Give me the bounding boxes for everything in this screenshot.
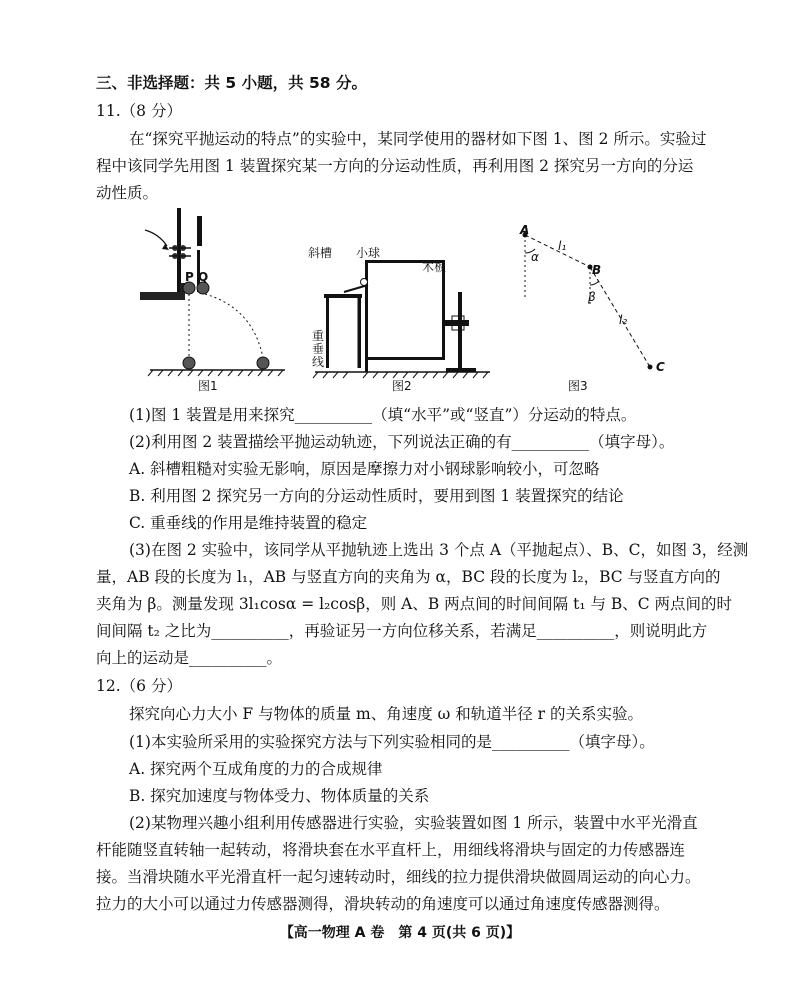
fig3-label-a: A bbox=[520, 223, 530, 237]
q12-part2-line: (2)某物理兴趣小组利用传感器进行实验，实验装置如图 1 所示，装置中水平光滑直 bbox=[129, 814, 698, 832]
fig3-label-b: B bbox=[592, 263, 602, 277]
page-footer: 【高一物理 A 卷 第 4 页(共 6 页)】 bbox=[279, 925, 521, 941]
q12-number: 12.（6 分） bbox=[96, 677, 182, 695]
fig2-label-board: 木板 bbox=[422, 260, 447, 274]
fig3-label-c: C bbox=[656, 360, 665, 374]
q12-part2-line: 拉力的大小可以通过力传感器测得，滑块转动的角速度可以通过角速度传感器测得。 bbox=[96, 895, 670, 913]
fig3-label-alpha: α bbox=[531, 250, 539, 264]
figure-2 bbox=[310, 250, 495, 380]
q11-option-a: A. 斜槽粗糙对实验无影响，原因是摩擦力对小钢球影响较小，可忽略 bbox=[129, 460, 600, 478]
fig3-label-beta: β bbox=[588, 290, 596, 304]
q12-intro: 探究向心力大小 F 与物体的质量 m、角速度 ω 和轨道半径 r 的关系实验。 bbox=[129, 705, 643, 723]
fig2-label-plumb: 重 垂 线 bbox=[312, 329, 325, 369]
fig2-caption: 图2 bbox=[392, 379, 412, 393]
q11-intro-line: 动性质。 bbox=[96, 184, 159, 202]
q12-part1: (1)本实验所采用的实验探究方法与下列实验相同的是__________（填字母）。 bbox=[129, 733, 655, 751]
figure-1 bbox=[135, 208, 290, 388]
fig3-label-l2: l₂ bbox=[619, 313, 628, 327]
q11-part2: (2)利用图 2 装置描绘平抛运动轨迹，下列说法正确的有__________（填字母）。 bbox=[129, 433, 675, 451]
q11-option-c: C. 重垂线的作用是维持装置的稳定 bbox=[129, 514, 368, 532]
section-header: 三、非选择题：共 5 小题，共 58 分。 bbox=[96, 74, 367, 92]
fig1-label-q: Q bbox=[198, 270, 209, 284]
q12-part2-line: 接。当滑块随水平光滑直杆一起匀速转动时，细线的拉力提供滑块做圆周运动的向心力。 bbox=[96, 868, 701, 886]
q11-part3-line: 间间隔 t₂ 之比为__________，再验证另一方向位移关系，若满足__________，则说明此方 bbox=[96, 622, 708, 640]
fig1-caption: 图1 bbox=[198, 379, 218, 393]
fig2-label-chute: 斜槽 bbox=[308, 246, 333, 260]
q12-option-b: B. 探究加速度与物体受力、物体质量的关系 bbox=[129, 787, 430, 805]
q12-option-a: A. 探究两个互成角度的力的合成规律 bbox=[129, 760, 383, 778]
fig3-label-l1: l₁ bbox=[558, 239, 567, 253]
fig1-label-p: P bbox=[185, 270, 194, 284]
q11-part3-line: 夹角为 β。测量发现 3l₁cosα = l₂cosβ，则 A、B 两点间的时间间隔 t₁ 与 B、C 两点间的时 bbox=[96, 595, 733, 613]
q11-intro-line: 程中该同学先用图 1 装置探究某一方向的分运动性质，再利用图 2 探究另一方向的分运 bbox=[96, 157, 694, 175]
q11-intro-line: 在“探究平抛运动的特点”的实验中，某同学使用的器材如下图 1、图 2 所示。实验过 bbox=[129, 130, 707, 148]
q11-part3-line: 向上的运动是__________。 bbox=[96, 649, 283, 667]
q11-option-b: B. 利用图 2 探究另一方向的分运动性质时，要用到图 1 装置探究的结论 bbox=[129, 487, 624, 505]
q12-part2-line: 杆能随竖直转轴一起转动，将滑块套在水平直杆上，用细线将滑块与固定的力传感器连 bbox=[96, 841, 686, 859]
fig2-label-ball: 小球 bbox=[356, 246, 381, 260]
q11-part3-line: (3)在图 2 实验中，该同学从平抛轨迹上选出 3 个点 A（平抛起点）、B、C，如图 3，经测 bbox=[129, 541, 749, 559]
q11-part1: (1)图 1 装置是用来探究__________（填“水平”或“竖直”）分运动的特点。 bbox=[129, 406, 637, 424]
q11-part3-line: 量，AB 段的长度为 l₁，AB 与竖直方向的夹角为 α，BC 段的长度为 l₂，BC 与竖直方向的 bbox=[96, 568, 721, 586]
fig3-caption: 图3 bbox=[568, 379, 588, 393]
q11-number: 11.（8 分） bbox=[96, 102, 182, 120]
